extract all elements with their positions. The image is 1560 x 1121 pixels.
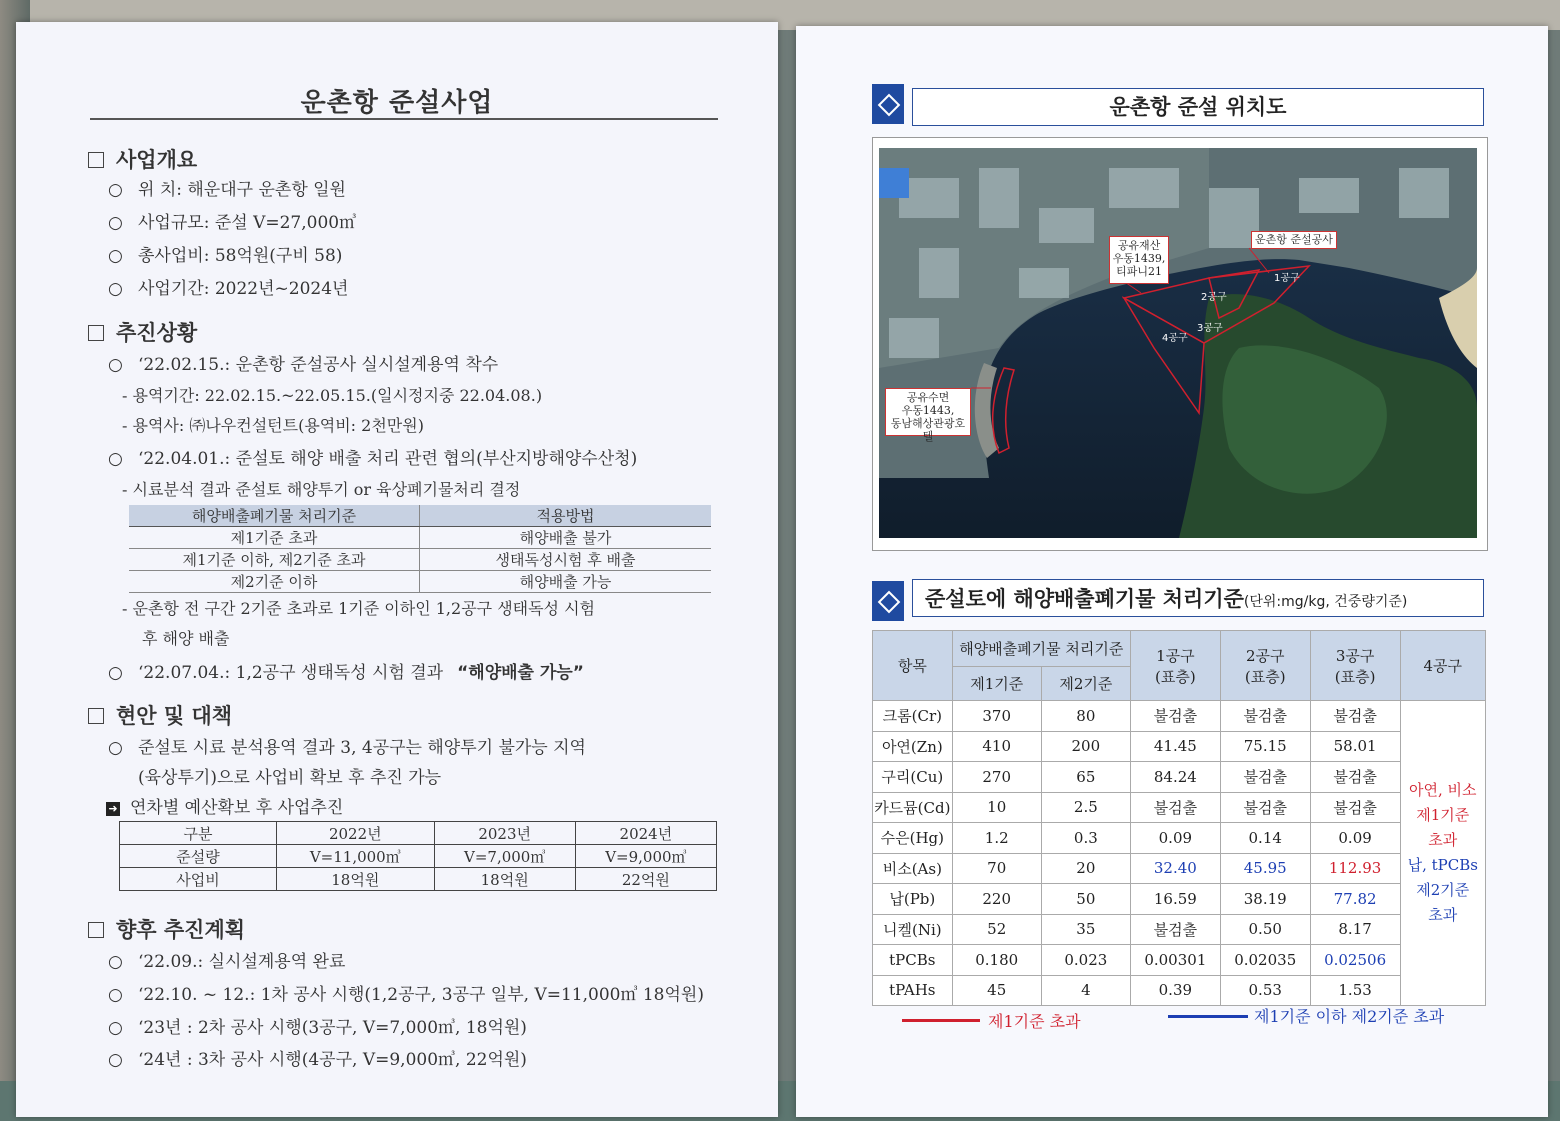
value-cell: 불검출: [1310, 701, 1400, 732]
arrow-right-icon: ➜: [106, 802, 120, 816]
table-header-row: [120, 822, 717, 845]
table-row: [873, 701, 1486, 732]
value-cell: 45: [952, 975, 1041, 1006]
value-cell: 0.14: [1220, 823, 1310, 854]
table-header: 제1기준: [952, 667, 1041, 701]
item-cell: 납(Pb): [873, 884, 953, 915]
table-cell: 생태독성시험 후 배출: [420, 549, 712, 571]
circle-bullet-icon: ○: [108, 279, 123, 299]
legend-blue-line: [1168, 1015, 1248, 1018]
checkbox-square-icon: [88, 922, 104, 938]
site-callout: 운촌항 준설공사: [1251, 231, 1337, 249]
header-line: 1공구: [1156, 646, 1195, 665]
progress-line-2: - 용역기간: 22.02.15.~22.05.15.(일시정지중 22.04.08.): [122, 386, 543, 405]
value-cell: 0.09: [1310, 823, 1400, 854]
value-cell: 220: [952, 884, 1041, 915]
progress-line-4: [108, 444, 637, 469]
section-label: 추진상황: [116, 321, 198, 345]
value-cell: 4: [1041, 975, 1130, 1006]
section-progress: [88, 317, 197, 347]
table-header: 제2기준: [1041, 667, 1130, 701]
item-cell: 니켈(Ni): [873, 914, 953, 945]
table-header: [1310, 631, 1400, 701]
page-title: 운촌항 준설사업: [300, 88, 494, 118]
table-cell: 제1기준 초과: [129, 527, 420, 549]
location-map-frame: [872, 137, 1488, 551]
table-row: [873, 945, 1486, 976]
overview-budget: [108, 241, 342, 266]
value-cell: 20: [1041, 853, 1130, 884]
zone-4-note-line: 초과: [1428, 831, 1458, 849]
issues-line-2: (육상투기)으로 사업비 확보 후 추진 가능: [138, 768, 442, 788]
table-header: 해양배출폐기물 처리기준: [952, 631, 1130, 667]
value-cell: 45.95: [1220, 853, 1310, 884]
table-cell: 해양배출 가능: [420, 571, 712, 593]
overview-text: 위 치: 해운대구 운촌항 일원: [138, 180, 346, 200]
value-cell: 32.40: [1130, 853, 1220, 884]
overview-location: [108, 175, 346, 200]
table-row: [873, 792, 1486, 823]
table-header-row: [873, 631, 1486, 667]
value-cell: 35: [1041, 914, 1130, 945]
progress-text: ‘22.04.01.: 준설토 해양 배출 처리 관련 협의(부산지방해양수산청): [138, 449, 638, 469]
value-cell: 불검출: [1130, 792, 1220, 823]
value-cell: 불검출: [1310, 762, 1400, 793]
header-line: (표층): [1334, 667, 1376, 686]
value-cell: 8.17: [1310, 914, 1400, 945]
zone-4-label: 4공구: [1162, 333, 1188, 344]
circle-bullet-icon: ○: [108, 985, 123, 1005]
table-header-row: [129, 505, 711, 527]
overview-text: 총사업비: 58억원(구비 58): [138, 246, 343, 266]
overview-scale: [108, 208, 356, 233]
circle-bullet-icon: ○: [108, 738, 123, 758]
legend-red-line: [902, 1019, 980, 1022]
diamond-icon: [872, 84, 904, 124]
standard-title: [912, 579, 1484, 617]
table-header: 적용방법: [420, 505, 712, 527]
value-cell: 77.82: [1310, 884, 1400, 915]
value-cell: 0.02035: [1220, 945, 1310, 976]
value-cell: 50: [1041, 884, 1130, 915]
section-label: 사업개요: [116, 148, 198, 172]
value-cell: 370: [952, 701, 1041, 732]
disposal-standard-table: [129, 505, 711, 593]
value-cell: 112.93: [1310, 853, 1400, 884]
value-cell: 80: [1041, 701, 1130, 732]
water-parcel-callout: 공유수면 우동1443, 동남해상관광호텔: [885, 388, 971, 436]
item-cell: 크롬(Cr): [873, 701, 953, 732]
zone-4-note-cell: [1400, 701, 1485, 1006]
value-cell: 1.2: [952, 823, 1041, 854]
budget-table: [119, 821, 717, 891]
table-header: 2024년: [575, 822, 716, 845]
result-emphasis: “해양배출 가능”: [457, 663, 584, 683]
checkbox-square-icon: [88, 152, 104, 168]
plan-text: ‘22.10. ~ 12.: 1차 공사 시행(1,2공구, 3공구 일부, V=11,000㎥ 18억원): [138, 985, 704, 1005]
zone-4-note-line: 납, tPCBs: [1407, 856, 1478, 874]
table-row: [129, 549, 711, 571]
zone-3-label: 3공구: [1197, 323, 1223, 334]
section-plan: [88, 914, 245, 944]
header-line: (표층): [1155, 667, 1196, 686]
progress-line-6: - 운촌항 전 구간 2기준 초과로 1기준 이하인 1,2공구 생태독성 시험: [122, 599, 596, 618]
value-cell: 70: [952, 853, 1041, 884]
plan-line-3: [108, 1013, 527, 1038]
zone-4-note-line: 제1기준: [1416, 806, 1470, 824]
left-page: [16, 22, 778, 1117]
progress-text: ‘22.02.15.: 운촌항 준설공사 실시설계용역 착수: [138, 355, 499, 375]
progress-text: ‘22.07.04.: 1,2공구 생태독성 시험 결과: [138, 663, 444, 683]
table-header: 2023년: [434, 822, 575, 845]
item-cell: 구리(Cu): [873, 762, 953, 793]
progress-line-1: [108, 350, 498, 375]
value-cell: 41.45: [1130, 731, 1220, 762]
table-header: 항목: [873, 631, 953, 701]
item-cell: 카드뮴(Cd): [873, 792, 953, 823]
header-line: 3공구: [1335, 646, 1375, 665]
heavy-metal-table: [872, 630, 1486, 1006]
circle-bullet-icon: ○: [108, 355, 123, 375]
value-cell: 불검출: [1310, 792, 1400, 823]
value-cell: 0.023: [1041, 945, 1130, 976]
value-cell: 52: [952, 914, 1041, 945]
table-cell: 18억원: [434, 868, 575, 891]
value-cell: 0.09: [1130, 823, 1220, 854]
header-line: (표층): [1244, 667, 1286, 686]
table-row: [873, 823, 1486, 854]
table-header: 해양배출폐기물 처리기준: [129, 505, 420, 527]
zone-4-note-line: 제2기준: [1416, 881, 1470, 899]
zone-2-label: 2공구: [1201, 292, 1227, 303]
table-row: [873, 762, 1486, 793]
circle-bullet-icon: ○: [108, 449, 123, 469]
plan-line-1: [108, 947, 345, 972]
plan-text: ‘24년 : 3차 공사 시행(4공구, V=9,000㎥, 22억원): [138, 1050, 527, 1070]
checkbox-square-icon: [88, 708, 104, 724]
value-cell: 0.39: [1130, 975, 1220, 1006]
value-cell: 0.53: [1220, 975, 1310, 1006]
overview-text: 사업규모: 준설 V=27,000㎥: [138, 213, 357, 233]
plan-line-2: [108, 980, 704, 1005]
circle-bullet-icon: ○: [108, 246, 123, 266]
value-cell: 200: [1041, 731, 1130, 762]
header-line: 2공구: [1245, 646, 1285, 665]
table-row: [120, 868, 717, 891]
table-cell: 18억원: [277, 868, 435, 891]
checkbox-square-icon: [88, 325, 104, 341]
item-cell: 수은(Hg): [873, 823, 953, 854]
table-row: [873, 914, 1486, 945]
issues-line-1: [108, 733, 586, 758]
section-label: 현안 및 대책: [116, 704, 233, 728]
zone-4-note-line: 초과: [1428, 906, 1458, 924]
value-cell: 0.02506: [1310, 945, 1400, 976]
table-header: 2022년: [277, 822, 435, 845]
value-cell: 65: [1041, 762, 1130, 793]
table-row: [873, 853, 1486, 884]
circle-bullet-icon: ○: [108, 1018, 123, 1038]
progress-line-8: [108, 658, 584, 683]
item-cell: 비소(As): [873, 853, 953, 884]
section-issues: [88, 700, 232, 730]
diamond-icon: [872, 581, 904, 621]
value-cell: 불검출: [1130, 914, 1220, 945]
standard-title-text: 준설토에 해양배출폐기물 처리기준: [925, 587, 1244, 611]
circle-bullet-icon: ○: [108, 1050, 123, 1070]
land-parcel-callout: 공유재산 우동1439, 티파니21: [1109, 236, 1169, 284]
value-cell: 75.15: [1220, 731, 1310, 762]
value-cell: 0.50: [1220, 914, 1310, 945]
value-cell: 불검출: [1220, 762, 1310, 793]
overview-text: 사업기간: 2022년~2024년: [138, 279, 349, 299]
plan-text: ‘23년 : 2차 공사 시행(3공구, V=7,000㎥, 18억원): [138, 1018, 527, 1038]
zone-4-note-line: 아연, 비소: [1409, 781, 1477, 799]
table-row: [873, 731, 1486, 762]
zone-1-label: 1공구: [1274, 273, 1300, 284]
table-row: [873, 975, 1486, 1006]
table-row: [120, 845, 717, 868]
value-cell: 84.24: [1130, 762, 1220, 793]
table-header: [1130, 631, 1220, 701]
aerial-map-image: [879, 148, 1477, 538]
issues-text: 연차별 예산확보 후 사업추진: [130, 798, 344, 818]
value-cell: 0.180: [952, 945, 1041, 976]
table-header: 4공구: [1400, 631, 1485, 701]
table-cell: 22억원: [575, 868, 716, 891]
item-cell: tPAHs: [873, 975, 953, 1006]
legend-blue-label: 제1기준 이하 제2기준 초과: [1254, 1007, 1445, 1026]
table-cell: 제2기준 이하: [129, 571, 420, 593]
table-cell: V=7,000㎥: [434, 845, 575, 868]
circle-bullet-icon: ○: [108, 952, 123, 972]
value-cell: 불검출: [1220, 792, 1310, 823]
value-cell: 16.59: [1130, 884, 1220, 915]
progress-line-5: - 시료분석 결과 준설토 해양투기 or 육상폐기물처리 결정: [122, 480, 521, 499]
table-row: [129, 527, 711, 549]
value-cell: 2.5: [1041, 792, 1130, 823]
value-cell: 270: [952, 762, 1041, 793]
circle-bullet-icon: ○: [108, 180, 123, 200]
value-cell: 불검출: [1220, 701, 1310, 732]
value-cell: 38.19: [1220, 884, 1310, 915]
table-cell: 사업비: [120, 868, 277, 891]
table-row: [129, 571, 711, 593]
legend-red-label: 제1기준 초과: [988, 1012, 1081, 1031]
table-cell: V=11,000㎥: [277, 845, 435, 868]
plan-text: ‘22.09.: 실시설계용역 완료: [138, 952, 346, 972]
table-row: [873, 884, 1486, 915]
section-label: 향후 추진계획: [116, 918, 246, 942]
item-cell: 아연(Zn): [873, 731, 953, 762]
right-page: [796, 26, 1548, 1117]
value-cell: 10: [952, 792, 1041, 823]
table-cell: 해양배출 불가: [420, 527, 712, 549]
table-body: [873, 701, 1486, 1006]
title-underline: [90, 118, 718, 120]
value-cell: 0.00301: [1130, 945, 1220, 976]
circle-bullet-icon: ○: [108, 213, 123, 233]
location-map: [879, 148, 1477, 538]
table-header: [1220, 631, 1310, 701]
standard-unit: (단위:mg/kg, 건중량기준): [1243, 594, 1408, 610]
overview-period: [108, 274, 348, 299]
item-cell: tPCBs: [873, 945, 953, 976]
progress-line-3: - 용역사: ㈜나우컨설턴트(용역비: 2천만원): [122, 416, 424, 435]
table-cell: 준설량: [120, 845, 277, 868]
table-cell: V=9,000㎥: [575, 845, 716, 868]
value-cell: 1.53: [1310, 975, 1400, 1006]
plan-line-4: [108, 1045, 527, 1070]
value-cell: 0.3: [1041, 823, 1130, 854]
value-cell: 58.01: [1310, 731, 1400, 762]
section-overview: [88, 144, 197, 174]
value-cell: 410: [952, 731, 1041, 762]
value-cell: 불검출: [1130, 701, 1220, 732]
issues-line-3: [106, 793, 343, 818]
table-cell: 제1기준 이하, 제2기준 초과: [129, 549, 420, 571]
progress-line-7: 후 해양 배출: [142, 629, 230, 648]
table-header: 구분: [120, 822, 277, 845]
issues-text: 준설토 시료 분석용역 결과 3, 4공구는 해양투기 불가능 지역: [138, 738, 586, 758]
map-title: 운촌항 준설 위치도: [912, 88, 1484, 126]
circle-bullet-icon: ○: [108, 663, 123, 683]
